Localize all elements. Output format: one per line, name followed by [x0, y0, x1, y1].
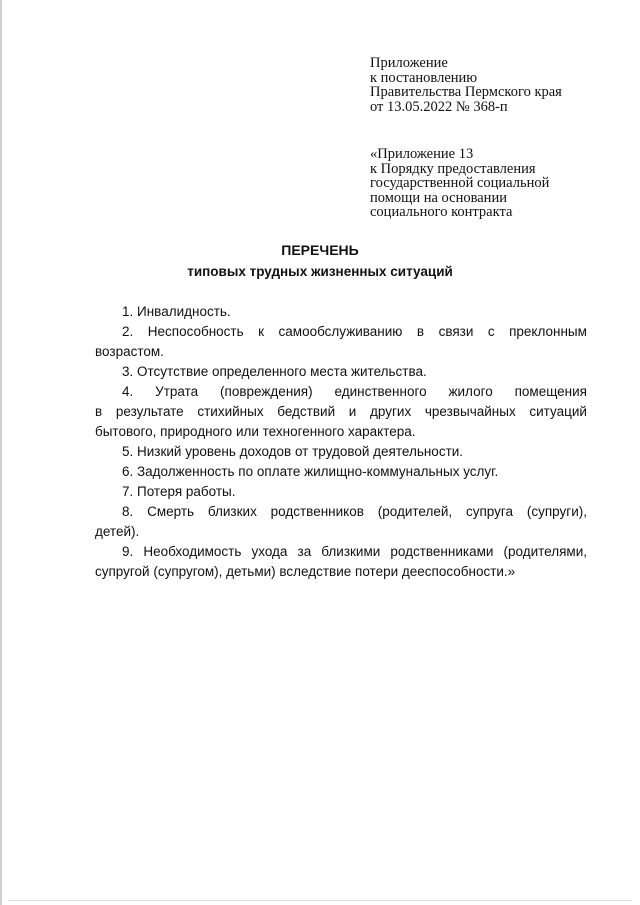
document-title-block	[0, 240, 640, 282]
header-line: Приложение	[370, 55, 448, 71]
header-line: от 13.05.2022 № 368-п	[370, 98, 508, 115]
page-bottom-border	[8, 900, 632, 901]
list-item-line: 8. Смерть близких родственников (родителей, супруга (супруги),	[122, 504, 587, 519]
list-item-line: 5. Низкий уровень доходов от трудовой деятельности.	[122, 444, 464, 459]
list-item-line: 1. Инвалидность.	[122, 304, 231, 319]
list-item-line: супругой (супругом), детьми) вследствие потери дееспособности.»	[95, 564, 516, 579]
list-item	[95, 462, 587, 482]
list-item-line: возрастом.	[95, 344, 164, 359]
list-item-line: 9. Необходимость ухода за близкими родственниками (родителями,	[122, 544, 587, 559]
list-item-line: в результате стихийных бедствий и других чрезвычайных ситуаций	[95, 404, 587, 419]
list-item	[95, 362, 587, 382]
header-line: Правительства Пермского края	[370, 84, 562, 100]
list-item	[95, 482, 587, 502]
appendix-header	[370, 147, 620, 220]
list-item-line: 7. Потеря работы.	[122, 484, 236, 499]
list-item	[95, 382, 587, 442]
header-line: государственной социальной	[370, 175, 550, 191]
list-item-line: 2. Неспособность к самообслуживанию в связи с преклонным	[122, 324, 587, 339]
list-item-line: 6. Задолженность по оплате жилищно-коммунальных услуг.	[122, 464, 499, 479]
header-line: социального контракта	[370, 204, 513, 220]
list-item	[95, 502, 587, 542]
scan-edge	[0, 0, 2, 905]
header-line: помощи на основании	[370, 189, 507, 206]
document-subtitle: типовых трудных жизненных ситуаций	[187, 264, 453, 279]
document-title: ПЕРЕЧЕНЬ	[281, 242, 359, 258]
list-item	[95, 322, 587, 362]
header-line: к постановлению	[370, 69, 478, 86]
list-item	[95, 442, 587, 462]
header-line: к Порядку предоставления	[370, 160, 536, 177]
list-item	[95, 542, 587, 582]
situations-list	[95, 302, 587, 582]
list-item-line: 4. Утрата (повреждения) единственного жилого помещения	[122, 384, 587, 399]
list-item	[95, 302, 587, 322]
header-line: «Приложение 13	[370, 146, 474, 162]
attachment-header	[370, 56, 620, 114]
list-item-line: 3. Отсутствие определенного места жительства.	[122, 364, 427, 379]
list-item-line: бытового, природного или техногенного характера.	[95, 424, 416, 439]
list-item-line: детей).	[95, 524, 140, 539]
